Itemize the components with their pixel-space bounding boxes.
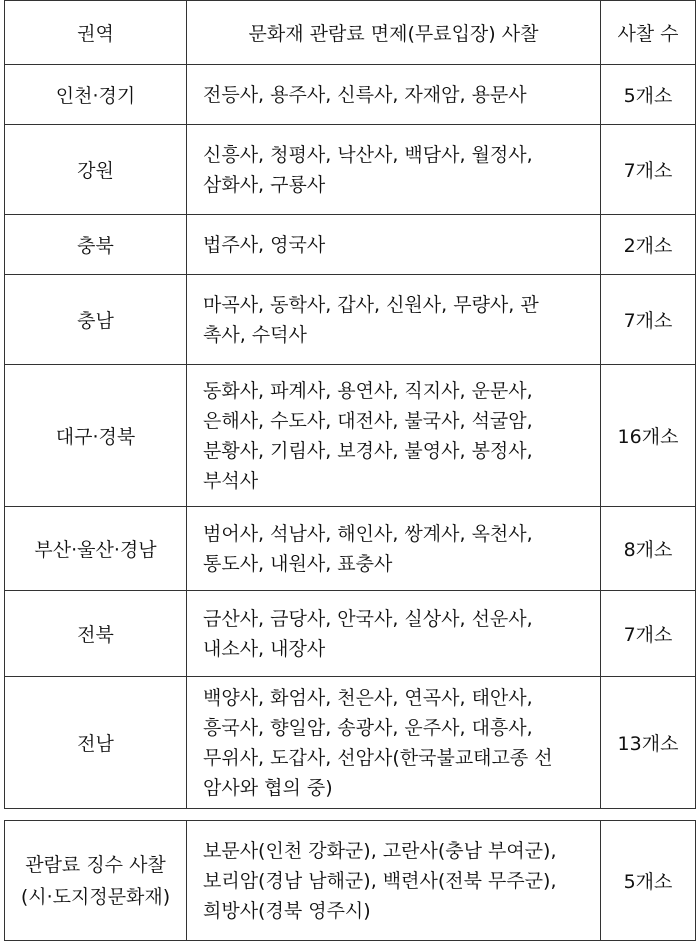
temple-fee-exemption-table xyxy=(4,0,696,809)
temples-line: 흥국사, 향일암, 송광사, 운주사, 대흥사, xyxy=(203,716,533,739)
fee-temples-line: 보문사(인천 강화군), 고란사(충남 부여군), xyxy=(203,839,557,862)
temples-line: 법주사, 영국사 xyxy=(203,233,326,256)
count-cell: 8개소 xyxy=(601,507,696,591)
temples-cell xyxy=(187,591,601,677)
fee-temples-cell xyxy=(187,821,601,941)
fee-count-cell: 5개소 xyxy=(601,821,696,941)
table-row xyxy=(5,275,696,365)
temples-line: 분황사, 기림사, 보경사, 불영사, 봉정사, xyxy=(203,439,533,462)
count-cell: 7개소 xyxy=(601,275,696,365)
region-cell: 전북 xyxy=(5,591,187,677)
region-cell: 충북 xyxy=(5,215,187,275)
temples-cell xyxy=(187,507,601,591)
temples-line: 삼화사, 구룡사 xyxy=(203,173,326,196)
fee-region-line: 관람료 징수 사찰 xyxy=(25,853,166,876)
temples-cell xyxy=(187,125,601,215)
temples-line: 금산사, 금당사, 안국사, 실상사, 선운사, xyxy=(203,607,533,630)
temples-line: 통도사, 내원사, 표충사 xyxy=(203,552,393,575)
temples-line: 마곡사, 동학사, 갑사, 신원사, 무량사, 관 xyxy=(203,293,539,316)
fee-temples-line: 희방사(경북 영주시) xyxy=(203,899,371,922)
table-row xyxy=(5,591,696,677)
fee-region-cell xyxy=(5,821,187,941)
region-cell: 대구·경북 xyxy=(5,365,187,507)
table-row xyxy=(5,125,696,215)
temples-line: 내소사, 내장사 xyxy=(203,637,326,660)
temples-line: 범어사, 석남사, 해인사, 쌍계사, 옥천사, xyxy=(203,522,533,545)
header-region: 권역 xyxy=(5,1,187,65)
fee-charging-temple-table xyxy=(4,820,696,941)
temples-line: 부석사 xyxy=(203,469,259,492)
fee-row xyxy=(5,821,696,941)
temples-line: 무위사, 도갑사, 선암사(한국불교태고종 선 xyxy=(203,746,553,769)
temples-cell xyxy=(187,65,601,125)
count-cell: 13개소 xyxy=(601,677,696,809)
region-cell: 부산·울산·경남 xyxy=(5,507,187,591)
header-row xyxy=(5,1,696,65)
table-row xyxy=(5,365,696,507)
temples-line: 신흥사, 청평사, 낙산사, 백담사, 월정사, xyxy=(203,143,533,166)
table-row xyxy=(5,65,696,125)
region-cell: 강원 xyxy=(5,125,187,215)
temples-cell xyxy=(187,275,601,365)
temples-cell xyxy=(187,677,601,809)
table-row xyxy=(5,677,696,809)
header-temples: 문화재 관람료 면제(무료입장) 사찰 xyxy=(187,1,601,65)
fee-region-line: (시·도지정문화재) xyxy=(20,885,171,908)
temples-line: 촉사, 수덕사 xyxy=(203,323,307,346)
region-cell: 인천·경기 xyxy=(5,65,187,125)
table-row xyxy=(5,215,696,275)
table-row xyxy=(5,507,696,591)
temples-line: 동화사, 파계사, 용연사, 직지사, 운문사, xyxy=(203,379,533,402)
count-cell: 2개소 xyxy=(601,215,696,275)
count-cell: 5개소 xyxy=(601,65,696,125)
temples-line: 은해사, 수도사, 대전사, 불국사, 석굴암, xyxy=(203,409,533,432)
temples-cell xyxy=(187,215,601,275)
count-cell: 16개소 xyxy=(601,365,696,507)
region-cell: 전남 xyxy=(5,677,187,809)
temples-line: 암사와 협의 중) xyxy=(203,776,333,799)
count-cell: 7개소 xyxy=(601,125,696,215)
temples-line: 전등사, 용주사, 신륵사, 자재암, 용문사 xyxy=(203,83,527,106)
header-count: 사찰 수 xyxy=(601,1,696,65)
count-cell: 7개소 xyxy=(601,591,696,677)
temples-line: 백양사, 화엄사, 천은사, 연곡사, 태안사, xyxy=(203,686,533,709)
temples-cell xyxy=(187,365,601,507)
fee-temples-line: 보리암(경남 남해군), 백련사(전북 무주군), xyxy=(203,869,557,892)
region-cell: 충남 xyxy=(5,275,187,365)
